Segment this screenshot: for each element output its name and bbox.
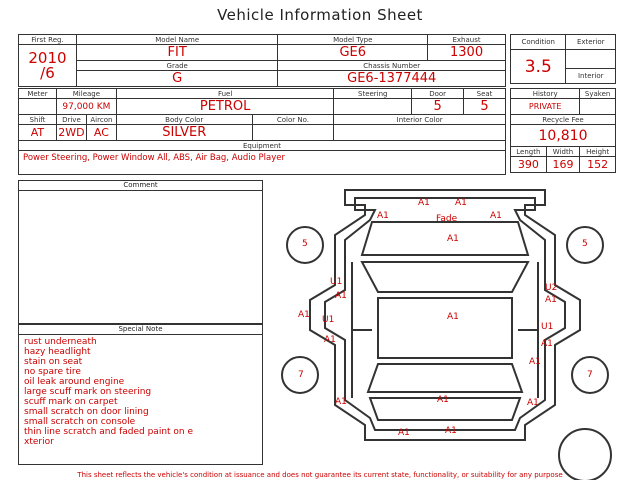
fuel-value: PETROL — [116, 99, 333, 115]
note-item: hazy headlight — [24, 347, 91, 357]
mileage-label: Mileage — [56, 89, 116, 99]
syaken-label: Syaken — [580, 89, 616, 99]
steering-label: Steering — [334, 89, 412, 99]
condition-value: 3.5 — [511, 50, 566, 84]
damage-mark: A1 — [398, 428, 410, 438]
exhaust-value: 1300 — [428, 45, 506, 61]
damage-mark: U1 — [541, 322, 554, 332]
car-left-doors — [352, 262, 372, 398]
exterior-label: Exterior — [566, 35, 616, 50]
width-value: 169 — [546, 157, 580, 173]
damage-mark: A1 — [324, 335, 336, 345]
damage-mark: 5 — [582, 239, 588, 249]
damage-mark: A1 — [455, 198, 467, 208]
damage-mark: 7 — [587, 370, 593, 380]
body-color-value: SILVER — [116, 125, 252, 141]
car-hood — [362, 222, 528, 255]
damage-mark: A1 — [490, 211, 502, 221]
damage-mark: A1 — [447, 234, 459, 244]
damage-mark: U1 — [330, 277, 343, 287]
interior-color-label: Interior Color — [334, 115, 506, 125]
drive-label: Drive — [56, 115, 86, 125]
note-item: rust underneath — [24, 337, 97, 347]
damage-mark: U2 — [545, 283, 558, 293]
color-no-label: Color No. — [252, 115, 334, 125]
model-type-label: Model Type — [278, 35, 428, 45]
comment-label: Comment — [19, 181, 262, 191]
seat-value: 5 — [464, 99, 506, 115]
damage-mark: A1 — [447, 312, 459, 322]
length-value: 390 — [511, 157, 547, 173]
model-type-value: GE6 — [278, 45, 428, 61]
door-label: Door — [412, 89, 464, 99]
chassis-value: GE6-1377444 — [278, 71, 506, 87]
interior-label: Interior — [566, 68, 616, 83]
equipment-value: Power Steering, Power Window All, ABS, Air Bag, Audio Player — [19, 151, 506, 175]
damage-mark: A1 — [527, 398, 539, 408]
shift-label: Shift — [19, 115, 57, 125]
damage-mark: A1 — [298, 310, 310, 320]
length-label: Length — [511, 147, 547, 157]
note-item: xterior — [24, 437, 54, 447]
first-reg-year: 2010 — [28, 48, 67, 67]
damage-mark: A1 — [545, 295, 557, 305]
damage-mark: A1 — [445, 426, 457, 436]
body-color-label: Body Color — [116, 115, 252, 125]
damage-mark: A1 — [335, 397, 347, 407]
damage-mark: 5 — [302, 239, 308, 249]
note-item: thin line scratch and faded paint on e — [24, 427, 194, 437]
damage-mark: 7 — [298, 370, 304, 380]
first-reg-month: /6 — [40, 63, 55, 82]
damage-mark: A1 — [377, 211, 389, 221]
height-value: 152 — [580, 157, 616, 173]
first-reg-label: First Reg. — [19, 35, 77, 45]
seat-label: Seat — [464, 89, 506, 99]
damage-mark: A1 — [529, 357, 541, 367]
note-item: small scratch on console — [24, 417, 136, 427]
note-item: stain on seat — [24, 357, 83, 367]
damage-mark: U1 — [322, 315, 335, 325]
note-item: small scratch on door lining — [24, 407, 149, 417]
car-roof — [378, 298, 512, 358]
width-label: Width — [546, 147, 580, 157]
grade-value: G — [76, 71, 278, 87]
drive-value: 2WD — [58, 126, 85, 139]
mileage-value: 97,000 KM — [56, 99, 116, 115]
aircon-label: Aircon — [86, 115, 116, 125]
car-windshield — [362, 262, 528, 292]
chassis-label: Chassis Number — [278, 61, 506, 71]
shift-value: AT — [19, 125, 57, 141]
aircon-value: AC — [86, 125, 116, 141]
damage-mark: A1 — [335, 291, 347, 301]
damage-mark: A1 — [418, 198, 430, 208]
damage-mark: A1 — [541, 339, 553, 349]
condition-label: Condition — [511, 35, 566, 50]
special-note-label: Special Note — [19, 325, 262, 335]
history-value: PRIVATE — [511, 99, 580, 115]
fuel-label: Fuel — [116, 89, 333, 99]
recycle-value: 10,810 — [511, 125, 616, 147]
recycle-label: Recycle Fee — [511, 115, 616, 125]
meter-label: Meter — [19, 89, 57, 99]
note-item: no spare tire — [24, 367, 81, 377]
exhaust-label: Exhaust — [428, 35, 506, 45]
model-name-value: FIT — [76, 45, 278, 61]
note-item: oil leak around engine — [24, 377, 125, 387]
note-item: scuff mark on carpet — [24, 397, 118, 407]
car-right-doors — [518, 262, 538, 398]
disclaimer-footer: This sheet reflects the vehicle's condition at issuance and does not guarantee its current state, functionality, or suitability for any purpose — [77, 471, 563, 479]
history-label: History — [511, 89, 580, 99]
door-value: 5 — [412, 99, 464, 115]
model-name-label: Model Name — [76, 35, 278, 45]
car-rear-window — [368, 364, 522, 392]
note-item: large scuff mark on steering — [24, 387, 152, 397]
page-title: Vehicle Information Sheet — [217, 6, 423, 24]
height-label: Height — [580, 147, 616, 157]
grade-label: Grade — [76, 61, 278, 71]
damage-mark: Fade — [436, 214, 458, 224]
damage-mark: A1 — [437, 395, 449, 405]
equipment-label: Equipment — [19, 141, 506, 151]
